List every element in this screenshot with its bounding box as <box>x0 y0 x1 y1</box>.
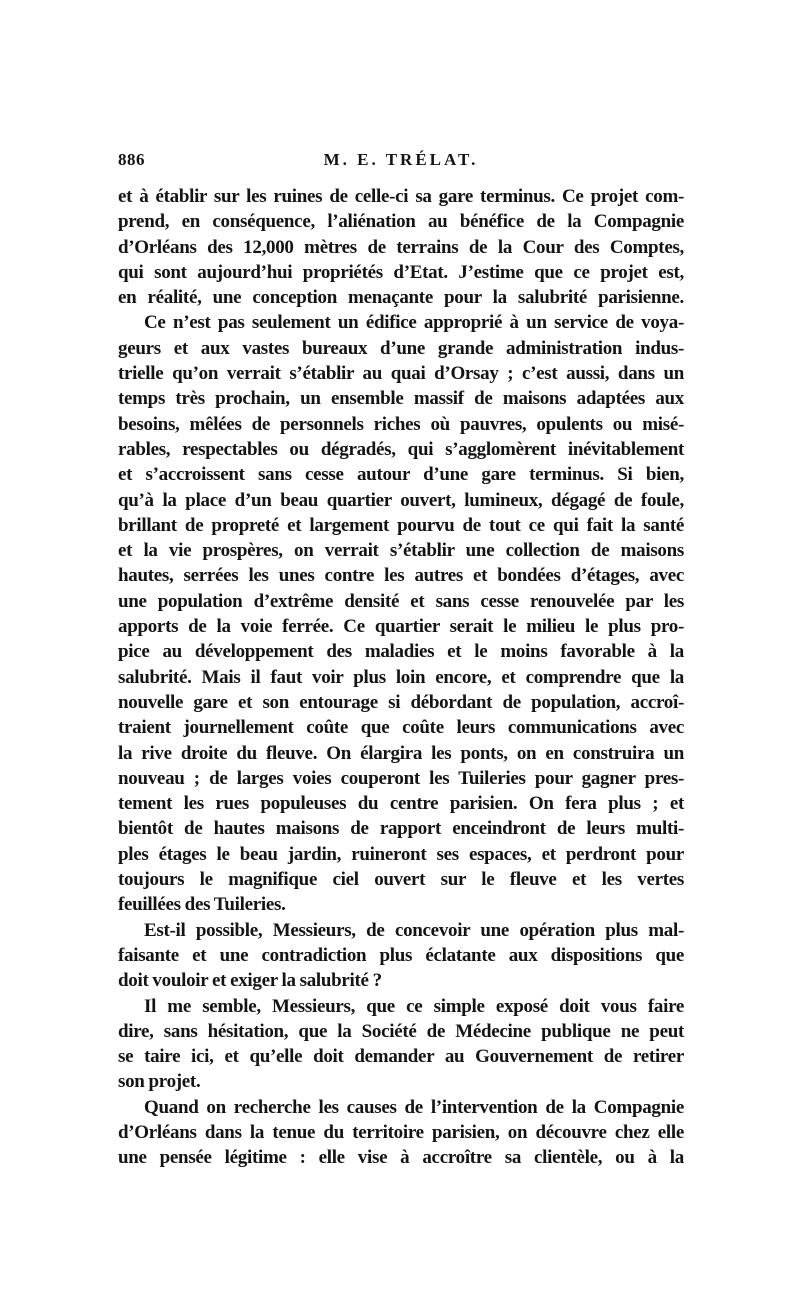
text-line: feuillées des Tuileries. <box>118 894 286 916</box>
text-line: nouveau ; de larges voies couperont les Tuileries pour gagner pres- <box>118 767 684 789</box>
text-line: geurs et aux vastes bureaux d’une grande administration indus- <box>118 337 684 359</box>
running-head <box>118 150 684 178</box>
text-line: pice au développement des maladies et le moins favorable à la <box>118 641 684 663</box>
text-line: hautes, serrées les unes contre les autres et bondées d’étages, avec <box>118 565 684 587</box>
text-line: rables, respectables ou dégradés, qui s’agglomèrent inévitablement <box>118 438 684 460</box>
text-line: tement les rues populeuses du centre parisien. On fera plus ; et <box>118 793 684 815</box>
text-line: et s’accroissent sans cesse autour d’une gare terminus. Si bien, <box>118 464 684 486</box>
text-line: traient journellement coûte que coûte leurs communications avec <box>118 717 684 739</box>
text-line: Quand on recherche les causes de l’intervention de la Compagnie <box>144 1096 684 1118</box>
text-line: une pensée légitime : elle vise à accroître sa clientèle, ou à la <box>118 1147 684 1169</box>
text-line: d’Orléans dans la tenue du territoire parisien, on découvre chez elle <box>118 1121 684 1143</box>
text-line: et à établir sur les ruines de celle-ci sa gare terminus. Ce projet com- <box>118 186 684 207</box>
text-line: la rive droite du fleuve. On élargira les ponts, on en construira un <box>118 742 684 764</box>
text-line: et la vie prospères, on verrait s’établir une collection de maisons <box>118 540 684 562</box>
text-line: besoins, mêlées de personnels riches où pauvres, opulents ou misé- <box>118 413 684 435</box>
body-text <box>118 184 684 1171</box>
text-line: salubrité. Mais il faut voir plus loin encore, et comprendre que la <box>118 666 684 688</box>
page-number: 886 <box>118 150 145 169</box>
text-line: en réalité, une conception menaçante pour la salubrité parisienne. <box>118 287 684 309</box>
text-line: Il me semble, Messieurs, que ce simple exposé doit vous faire <box>144 995 684 1017</box>
text-line: Est-il possible, Messieurs, de concevoir une opération plus mal- <box>144 919 684 941</box>
page-header-title: M. E. TRÉLAT. <box>323 150 479 169</box>
text-line: une population d’extrême densité et sans cesse renouvelée par les <box>118 590 684 612</box>
text-line: doit vouloir et exiger la salubrité ? <box>118 970 382 992</box>
text-line: temps très prochain, un ensemble massif de maisons adaptées aux <box>118 388 684 410</box>
text-line: brillant de propreté et largement pourvu de tout ce qui fait la santé <box>118 514 684 536</box>
text-line: ples étages le beau jardin, ruineront ses espaces, et perdront pour <box>118 843 684 865</box>
text-line: qu’à la place d’un beau quartier ouvert, lumineux, dégagé de foule, <box>118 489 684 511</box>
text-line: toujours le magnifique ciel ouvert sur le fleuve et les vertes <box>118 869 684 891</box>
text-line: faisante et une contradiction plus éclatante aux dispositions que <box>118 944 684 966</box>
text-line: d’Orléans des 12,000 mètres de terrains de la Cour des Comptes, <box>118 236 684 258</box>
text-line: apports de la voie ferrée. Ce quartier serait le milieu le plus pro- <box>118 616 684 638</box>
text-line: nouvelle gare et son entourage si débordant de population, accroî- <box>118 691 684 713</box>
text-line: se taire ici, et qu’elle doit demander au Gouvernement de retirer <box>118 1046 684 1068</box>
text-line: trielle qu’on verrait s’établir au quai d’Orsay ; c’est aussi, dans un <box>118 363 684 385</box>
text-line: qui sont aujourd’hui propriétés d’Etat. J’estime que ce projet est, <box>118 261 684 283</box>
text-line: prend, en conséquence, l’aliénation au bénéfice de la Compagnie <box>118 211 684 233</box>
text-line: bientôt de hautes maisons de rapport enceindront de leurs multi- <box>118 818 684 840</box>
text-line: dire, sans hésitation, que la Société de Médecine publique ne peut <box>118 1020 684 1042</box>
text-line: Ce n’est pas seulement un édifice approprié à un service de voya- <box>144 312 684 334</box>
text-line: son projet. <box>118 1071 201 1093</box>
